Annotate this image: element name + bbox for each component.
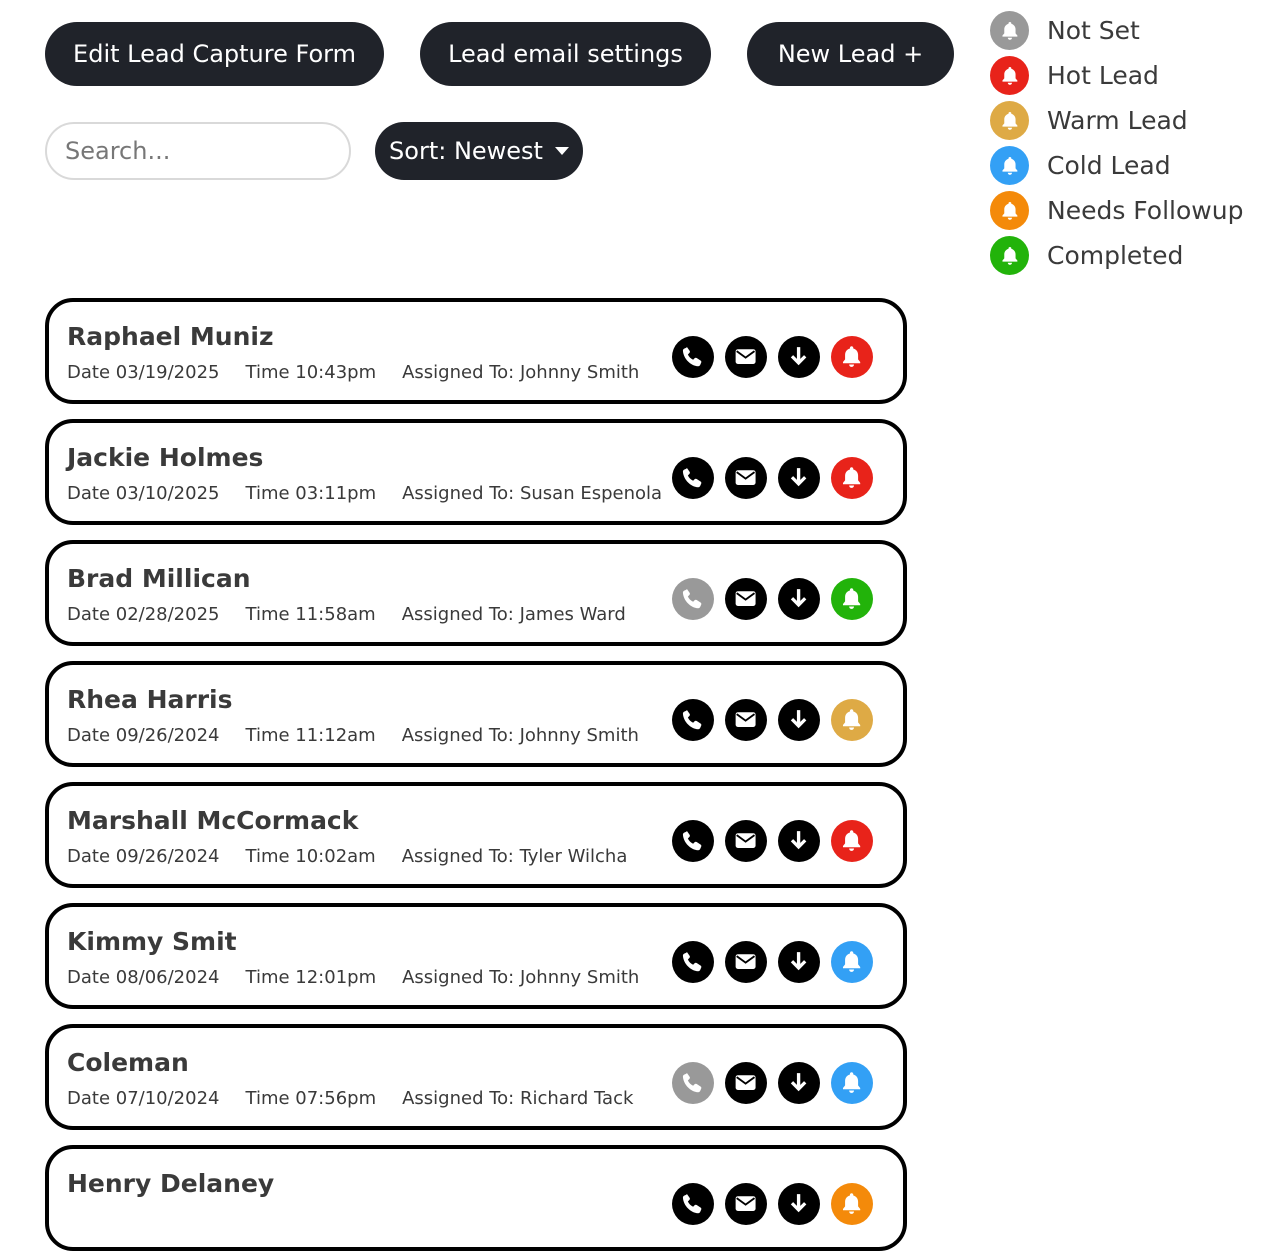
lead-assigned-to: Assigned To: Johnny Smith bbox=[402, 362, 640, 383]
phone-icon[interactable] bbox=[672, 457, 714, 499]
lead-name: Rhea Harris bbox=[67, 685, 233, 714]
legend-item-warm-lead bbox=[990, 98, 1243, 143]
mail-icon[interactable] bbox=[725, 820, 767, 862]
mail-icon[interactable] bbox=[725, 578, 767, 620]
bell-icon bbox=[990, 191, 1029, 230]
lead-card[interactable] bbox=[45, 782, 907, 888]
mail-icon[interactable] bbox=[725, 336, 767, 378]
lead-meta bbox=[67, 967, 665, 988]
lead-assigned-to: Assigned To: Tyler Wilcha bbox=[401, 846, 628, 867]
lead-actions bbox=[672, 1183, 873, 1225]
bell-icon bbox=[990, 101, 1029, 140]
mail-icon[interactable] bbox=[725, 941, 767, 983]
lead-time: Time 10:02am bbox=[245, 846, 376, 867]
lead-card[interactable] bbox=[45, 661, 907, 767]
lead-date: Date 09/26/2024 bbox=[67, 846, 220, 867]
lead-name: Coleman bbox=[67, 1048, 189, 1077]
lead-date: Date 09/26/2024 bbox=[67, 725, 220, 746]
legend-label: Completed bbox=[1047, 241, 1184, 270]
edit-lead-capture-form-button[interactable]: Edit Lead Capture Form bbox=[45, 22, 384, 86]
legend-item-needs-followup bbox=[990, 188, 1243, 233]
bell-icon bbox=[990, 11, 1029, 50]
lead-meta bbox=[67, 846, 653, 867]
lead-name: Marshall McCormack bbox=[67, 806, 359, 835]
lead-card[interactable] bbox=[45, 419, 907, 525]
download-icon[interactable] bbox=[778, 336, 820, 378]
lead-card[interactable] bbox=[45, 1024, 907, 1130]
lead-name: Jackie Holmes bbox=[67, 443, 264, 472]
sort-dropdown[interactable] bbox=[375, 122, 583, 180]
lead-meta bbox=[67, 362, 665, 383]
lead-meta bbox=[67, 1088, 659, 1109]
mail-icon[interactable] bbox=[725, 699, 767, 741]
lead-actions bbox=[672, 699, 873, 741]
mail-icon[interactable] bbox=[725, 1183, 767, 1225]
lead-date: Date 03/19/2025 bbox=[67, 362, 220, 383]
legend-item-completed bbox=[990, 233, 1243, 278]
legend-label: Hot Lead bbox=[1047, 61, 1159, 90]
lead-actions bbox=[672, 820, 873, 862]
bell-icon[interactable] bbox=[831, 699, 873, 741]
legend-label: Needs Followup bbox=[1047, 196, 1244, 225]
bell-icon[interactable] bbox=[831, 1062, 873, 1104]
download-icon[interactable] bbox=[778, 578, 820, 620]
status-legend bbox=[990, 8, 1243, 278]
lead-date: Date 08/06/2024 bbox=[67, 967, 220, 988]
bell-icon[interactable] bbox=[831, 336, 873, 378]
bell-icon bbox=[990, 56, 1029, 95]
legend-label: Warm Lead bbox=[1047, 106, 1188, 135]
lead-date: Date 03/10/2025 bbox=[67, 483, 220, 504]
lead-date: Date 02/28/2025 bbox=[67, 604, 220, 625]
legend-label: Not Set bbox=[1047, 16, 1140, 45]
download-icon[interactable] bbox=[778, 1183, 820, 1225]
lead-assigned-to: Assigned To: Richard Tack bbox=[402, 1088, 634, 1109]
lead-assigned-to: Assigned To: Johnny Smith bbox=[402, 967, 640, 988]
lead-time: Time 11:12am bbox=[245, 725, 376, 746]
download-icon[interactable] bbox=[778, 941, 820, 983]
lead-name: Raphael Muniz bbox=[67, 322, 274, 351]
legend-item-not-set bbox=[990, 8, 1243, 53]
lead-meta bbox=[67, 1209, 145, 1230]
caret-down-icon bbox=[555, 147, 569, 155]
lead-meta bbox=[67, 483, 688, 504]
lead-time: Time 03:11pm bbox=[245, 483, 377, 504]
new-lead-button[interactable]: New Lead + bbox=[747, 22, 954, 86]
mail-icon[interactable] bbox=[725, 1062, 767, 1104]
lead-actions bbox=[672, 578, 873, 620]
phone-icon[interactable] bbox=[672, 699, 714, 741]
lead-name: Henry Delaney bbox=[67, 1169, 275, 1198]
lead-meta bbox=[67, 604, 652, 625]
lead-assigned-to: Assigned To: James Ward bbox=[401, 604, 626, 625]
lead-card[interactable] bbox=[45, 903, 907, 1009]
phone-icon[interactable] bbox=[672, 336, 714, 378]
bell-icon[interactable] bbox=[831, 578, 873, 620]
mail-icon[interactable] bbox=[725, 457, 767, 499]
legend-item-hot-lead bbox=[990, 53, 1243, 98]
lead-name: Kimmy Smit bbox=[67, 927, 237, 956]
lead-actions bbox=[672, 941, 873, 983]
lead-time: Time 10:43pm bbox=[245, 362, 377, 383]
lead-assigned-to: Assigned To: Susan Espenola bbox=[402, 483, 663, 504]
lead-time: Time 07:56pm bbox=[245, 1088, 377, 1109]
download-icon[interactable] bbox=[778, 820, 820, 862]
lead-email-settings-button[interactable]: Lead email settings bbox=[420, 22, 711, 86]
lead-card[interactable] bbox=[45, 1145, 907, 1251]
lead-actions bbox=[672, 1062, 873, 1104]
legend-item-cold-lead bbox=[990, 143, 1243, 188]
bell-icon[interactable] bbox=[831, 457, 873, 499]
lead-assigned-to: Assigned To: Johnny Smith bbox=[401, 725, 639, 746]
bell-icon[interactable] bbox=[831, 1183, 873, 1225]
download-icon[interactable] bbox=[778, 1062, 820, 1104]
lead-time: Time 12:01pm bbox=[245, 967, 377, 988]
lead-actions bbox=[672, 336, 873, 378]
lead-time: Time 11:58am bbox=[245, 604, 376, 625]
lead-actions bbox=[672, 457, 873, 499]
lead-name: Brad Millican bbox=[67, 564, 251, 593]
bell-icon[interactable] bbox=[831, 941, 873, 983]
lead-card[interactable] bbox=[45, 540, 907, 646]
lead-date: Date 07/10/2024 bbox=[67, 1088, 220, 1109]
search-input[interactable] bbox=[45, 122, 351, 180]
download-icon[interactable] bbox=[778, 457, 820, 499]
phone-icon[interactable] bbox=[672, 941, 714, 983]
legend-label: Cold Lead bbox=[1047, 151, 1171, 180]
download-icon[interactable] bbox=[778, 699, 820, 741]
bell-icon[interactable] bbox=[831, 820, 873, 862]
phone-icon bbox=[672, 578, 714, 620]
bell-icon bbox=[990, 146, 1029, 185]
phone-icon bbox=[672, 1062, 714, 1104]
phone-icon[interactable] bbox=[672, 1183, 714, 1225]
sort-label: Sort: Newest bbox=[389, 137, 543, 165]
lead-card[interactable] bbox=[45, 298, 907, 404]
phone-icon[interactable] bbox=[672, 820, 714, 862]
lead-meta bbox=[67, 725, 665, 746]
bell-icon bbox=[990, 236, 1029, 275]
